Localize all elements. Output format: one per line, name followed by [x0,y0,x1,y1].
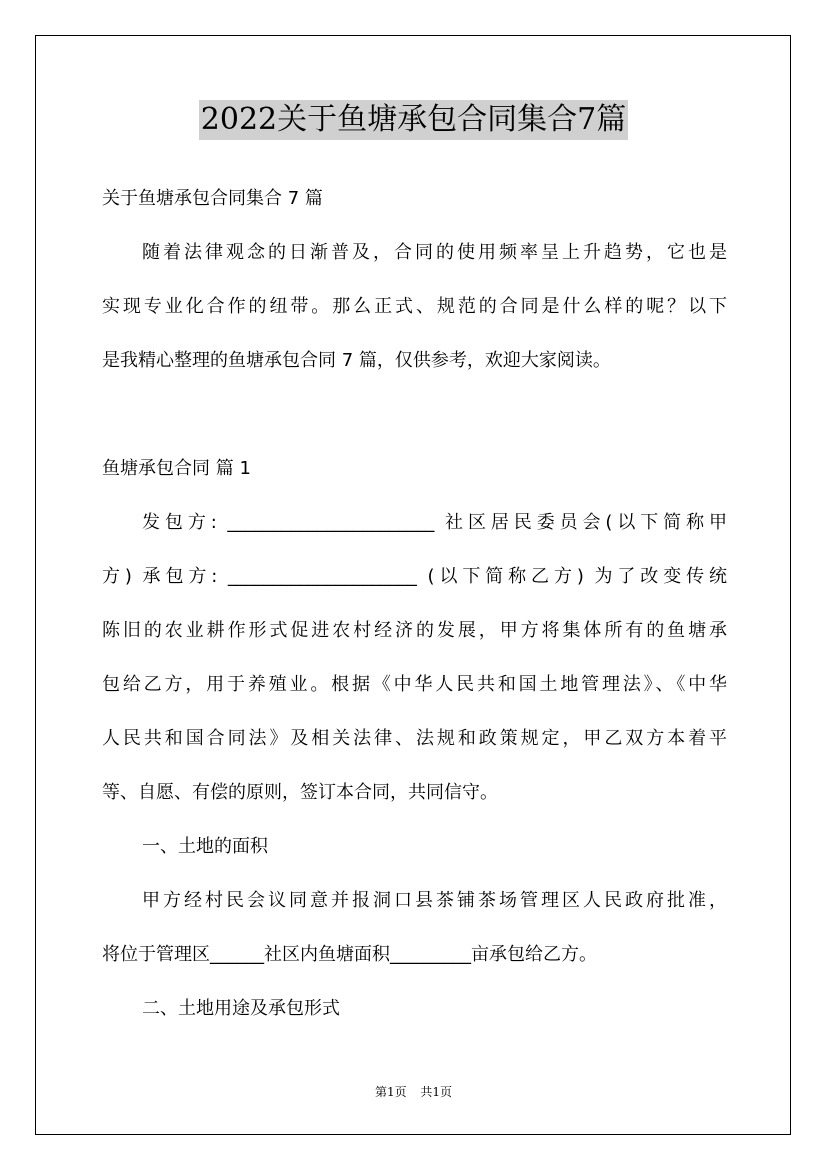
paragraph-line: 方) 承包方: _____________________ (以下简称乙方) 为了改变传统 [102,566,727,587]
page-footer [0,1084,827,1100]
title-wrap [0,100,827,140]
page-number-current: 第1页 [374,1085,407,1099]
paragraph-line: 包给乙方，用于养殖业。根据《中华人民共和国土地管理法》、《中华 [102,674,727,695]
paragraph-line: 是我精心整理的鱼塘承包合同 7 篇，仅供参考，欢迎大家阅读。 [102,350,611,371]
page-number-total: 共1页 [420,1085,453,1099]
paragraph-line: 实现专业化合作的纽带。那么正式、规范的合同是什么样的呢？以下 [102,296,727,317]
paragraph-line: 随着法律观念的日渐普及，合同的使用频率呈上升趋势，它也是 [142,242,727,263]
paragraph-line: 陈旧的农业耕作形式促进农村经济的发展，甲方将集体所有的鱼塘承 [102,620,727,641]
document-title: 2022关于鱼塘承包合同集合7篇 [199,100,628,140]
paragraph-line: 人民共和国合同法》及相关法律、法规和政策规定，甲乙双方本着平 [102,728,727,749]
paragraph-line: 甲方经村民会议同意并报洞口县茶铺茶场管理区人民政府批准， [142,890,727,911]
blank-line [102,388,727,442]
clause-heading: 一、土地的面积 [142,836,268,857]
section-heading: 鱼塘承包合同 篇 1 [102,458,251,479]
paragraph-line: 等、自愿、有偿的原则，签订本合同，共同信守。 [102,782,498,803]
paragraph-line: 将位于管理区______社区内鱼塘面积_________亩承包给乙方。 [102,944,597,965]
paragraph-line: 发包方: _______________________ 社区居民委员会(以下简称甲 [142,512,727,533]
subtitle-line: 关于鱼塘承包合同集合 7 篇 [102,188,323,209]
document-body [102,172,727,1036]
clause-heading: 二、土地用途及承包形式 [142,998,340,1019]
